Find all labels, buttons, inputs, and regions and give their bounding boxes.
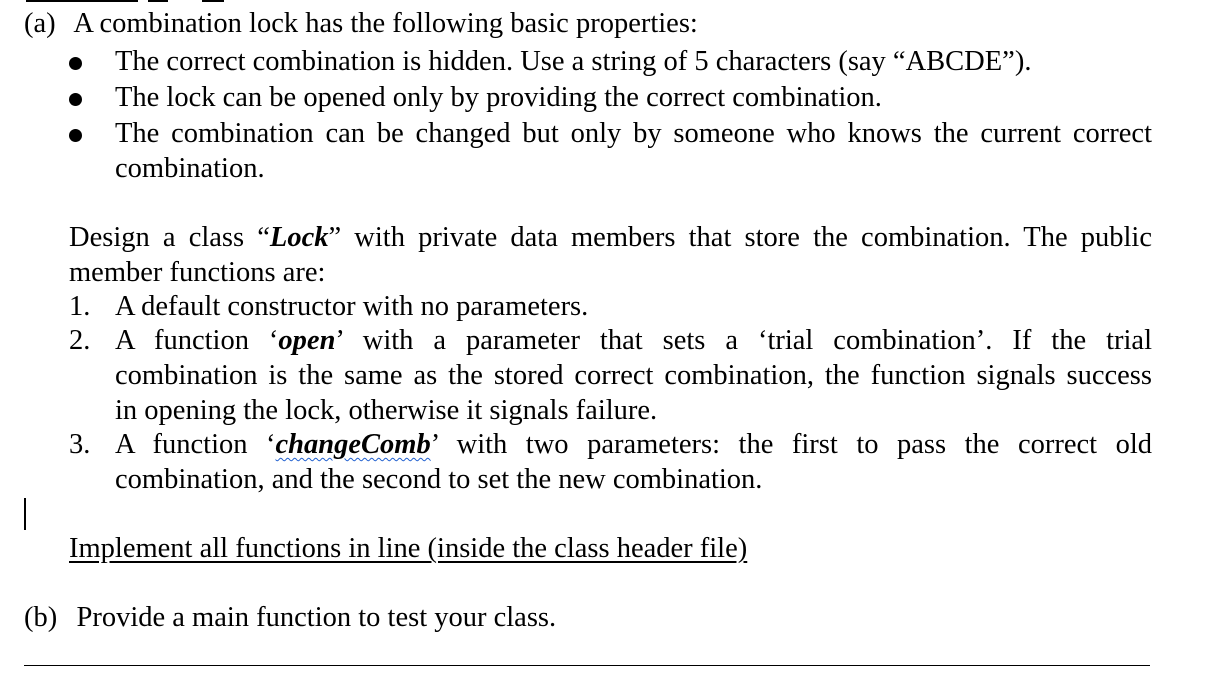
list-number: 2. [69, 325, 91, 356]
design-paragraph-line1: Design a class “Lock” with private data members that store the combination. The public [69, 222, 1152, 253]
bullet-item: The combination can be changed but only by someone who knows the current correct [115, 118, 1152, 149]
list-item-continuation: combination is the same as the stored correct combination, the function signals success [115, 360, 1152, 391]
part-a-heading [24, 7, 698, 42]
part-a-label: (a) [24, 8, 56, 39]
part-b-label: (b) [24, 602, 58, 633]
list-number: 3. [69, 429, 91, 460]
bullet-item: The correct combination is hidden. Use a string of 5 characters (say “ABCDE”). [115, 46, 1032, 77]
list-item: A function ‘changeComb’ with two parameters: the first to pass the correct old [115, 429, 1152, 460]
part-b-text: Provide a main function to test your class. [76, 602, 557, 633]
bullet-dot [69, 57, 82, 70]
function-name-open: open [278, 325, 336, 356]
list-number: 1. [69, 291, 91, 322]
list-item: A function ‘open’ with a parameter that sets a ‘trial combination’. If the trial [115, 325, 1152, 356]
part-a-intro: A combination lock has the following basic properties: [73, 8, 698, 39]
previous-heading-fragment [26, 0, 256, 3]
bullet-dot [69, 129, 82, 142]
text-cursor [24, 498, 26, 530]
implement-instruction: Implement all functions in line (inside the class header file) [69, 533, 748, 564]
list-item: A default constructor with no parameters. [115, 291, 589, 322]
bullet-dot [69, 93, 82, 106]
bullet-item-continuation: combination. [115, 153, 265, 184]
function-name-changecomb: changeComb [275, 429, 431, 460]
design-paragraph-line2: member functions are: [69, 257, 326, 288]
class-name-lock: Lock [269, 222, 329, 253]
part-b-heading [24, 601, 556, 636]
bottom-rule [24, 665, 1150, 666]
bullet-item: The lock can be opened only by providing the correct combination. [115, 82, 882, 113]
list-item-continuation: in opening the lock, otherwise it signals failure. [115, 395, 658, 426]
list-item-continuation: combination, and the second to set the new combination. [115, 464, 763, 495]
